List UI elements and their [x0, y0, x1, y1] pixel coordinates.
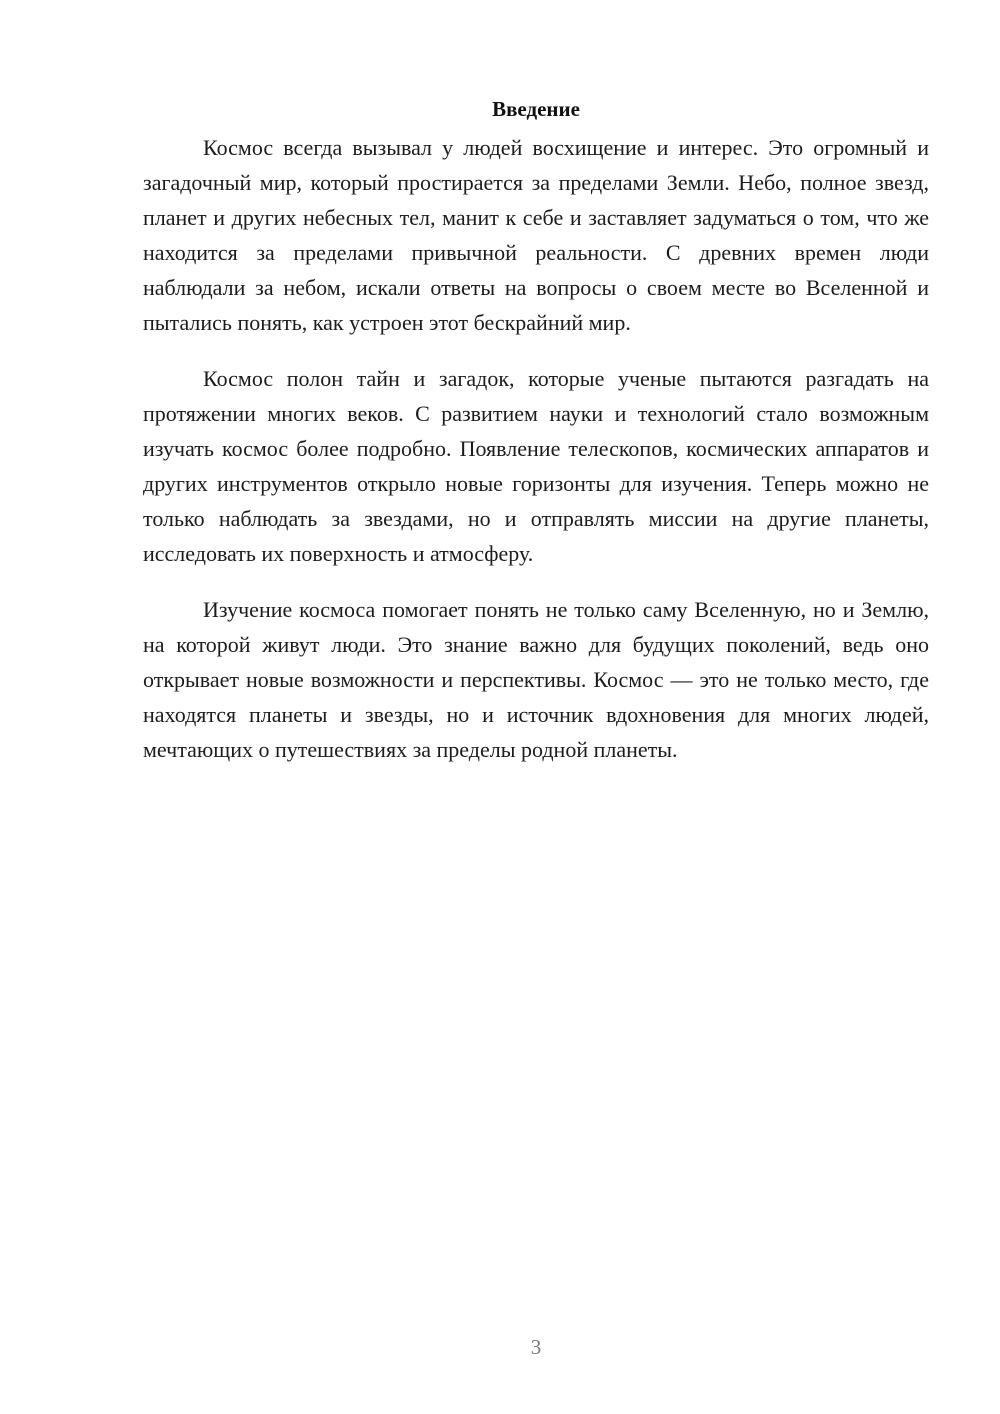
page-body: [143, 92, 929, 788]
section-heading: Введение: [492, 97, 580, 121]
paragraph-2: Космос полон тайн и загадок, которые ученые пытаются разгадать на протяжении многих веков. С развитием науки и технологий стало возможным изучать космос более подробно. Появление телескопов, космических аппаратов и других инструментов открыло новые горизонты для изучения. Теперь можно не только наблюдать за звездами, но и отправлять миссии на другие планеты, исследовать их поверхность и атмосферу.: [143, 366, 929, 566]
paragraph-1: Космос всегда вызывал у людей восхищение и интерес. Это огромный и загадочный мир, который простирается за пределами Земли. Небо, полное звезд, планет и других небесных тел, манит к себе и заставляет задуматься о том, что же находится за пределами привычной реальности. С древних времен люди наблюдали за небом, искали ответы на вопросы о своем месте во Вселенной и пытались понять, как устроен этот бескрайний мир.: [143, 135, 929, 335]
page-number: 3: [530, 1335, 542, 1359]
paragraph-3: Изучение космоса помогает понять не только саму Вселенную, но и Землю, на которой живут люди. Это знание важно для будущих поколений, ведь оно открывает новые возможности и перспективы. Космос — это не только место, где находятся планеты и звезды, но и источник вдохновения для многих людей, мечтающих о путешествиях за пределы родной планеты.: [143, 597, 929, 762]
